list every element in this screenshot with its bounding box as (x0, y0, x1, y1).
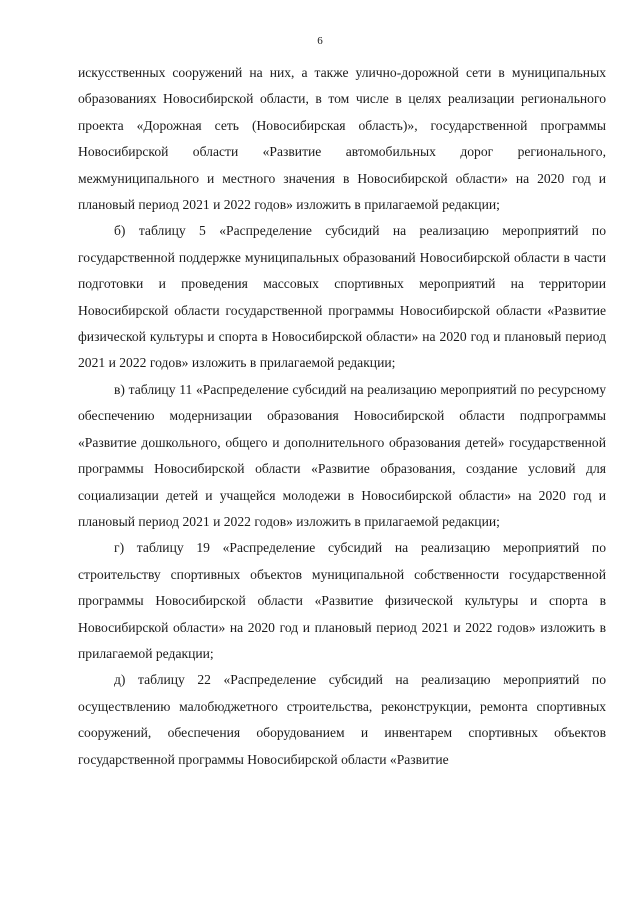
paragraph-item-b: б) таблицу 5 «Распределение субсидий на реализацию мероприятий по государственной поддержке муниципальных образований Новосибирской области в части подготовки и проведения массовых спортивных мероприятий на территории Новосибирской области государственной программы Новосибирской области «Развитие физической культуры и спорта в Новосибирской области» на 2020 год и плановый период 2021 и 2022 годов» изложить в прилагаемой редакции; (78, 223, 606, 371)
paragraph-item-v: в) таблицу 11 «Распределение субсидий на реализацию мероприятий по ресурсному обеспечению модернизации образования Новосибирской области подпрограммы «Развитие дошкольного, общего и дополнительного образования детей» государственной программы Новосибирской области «Развитие образования, создание условий для социализации детей и учащейся молодежи в Новосибирской области» на 2020 год и плановый период 2021 и 2022 годов» изложить в прилагаемой редакции; (78, 381, 606, 529)
paragraph-item-d: д) таблицу 22 «Распределение субсидий на реализацию мероприятий по осуществлению малобюджетного строительства, реконструкции, ремонта спортивных сооружений, обеспечения оборудованием и инвентарем спортивных объектов государственной программы Новосибирской области «Развитие (78, 672, 606, 767)
paragraph-item-g: г) таблицу 19 «Распределение субсидий на реализацию мероприятий по строительству спортивных объектов муниципальной собственности государственной программы Новосибирской области «Развитие физической культуры и спорта в Новосибирской области» на 2020 год и плановый период 2021 и 2022 годов» изложить в прилагаемой редакции; (78, 540, 606, 661)
paragraph-continuation: искусственных сооружений на них, а также улично-дорожной сети в муниципальных образованиях Новосибирской области, в том числе в целях реализации регионального проекта «Дорожная сеть (Новосибирская область)», государственной программы Новосибирской области «Развитие автомобильных дорог регионального, межмуниципального и местного значения в Новосибирской области» на 2020 год и плановый период 2021 и 2022 годов» изложить в прилагаемой редакции; (78, 65, 606, 213)
document-body (78, 60, 606, 773)
page-number: 6 (317, 35, 323, 47)
